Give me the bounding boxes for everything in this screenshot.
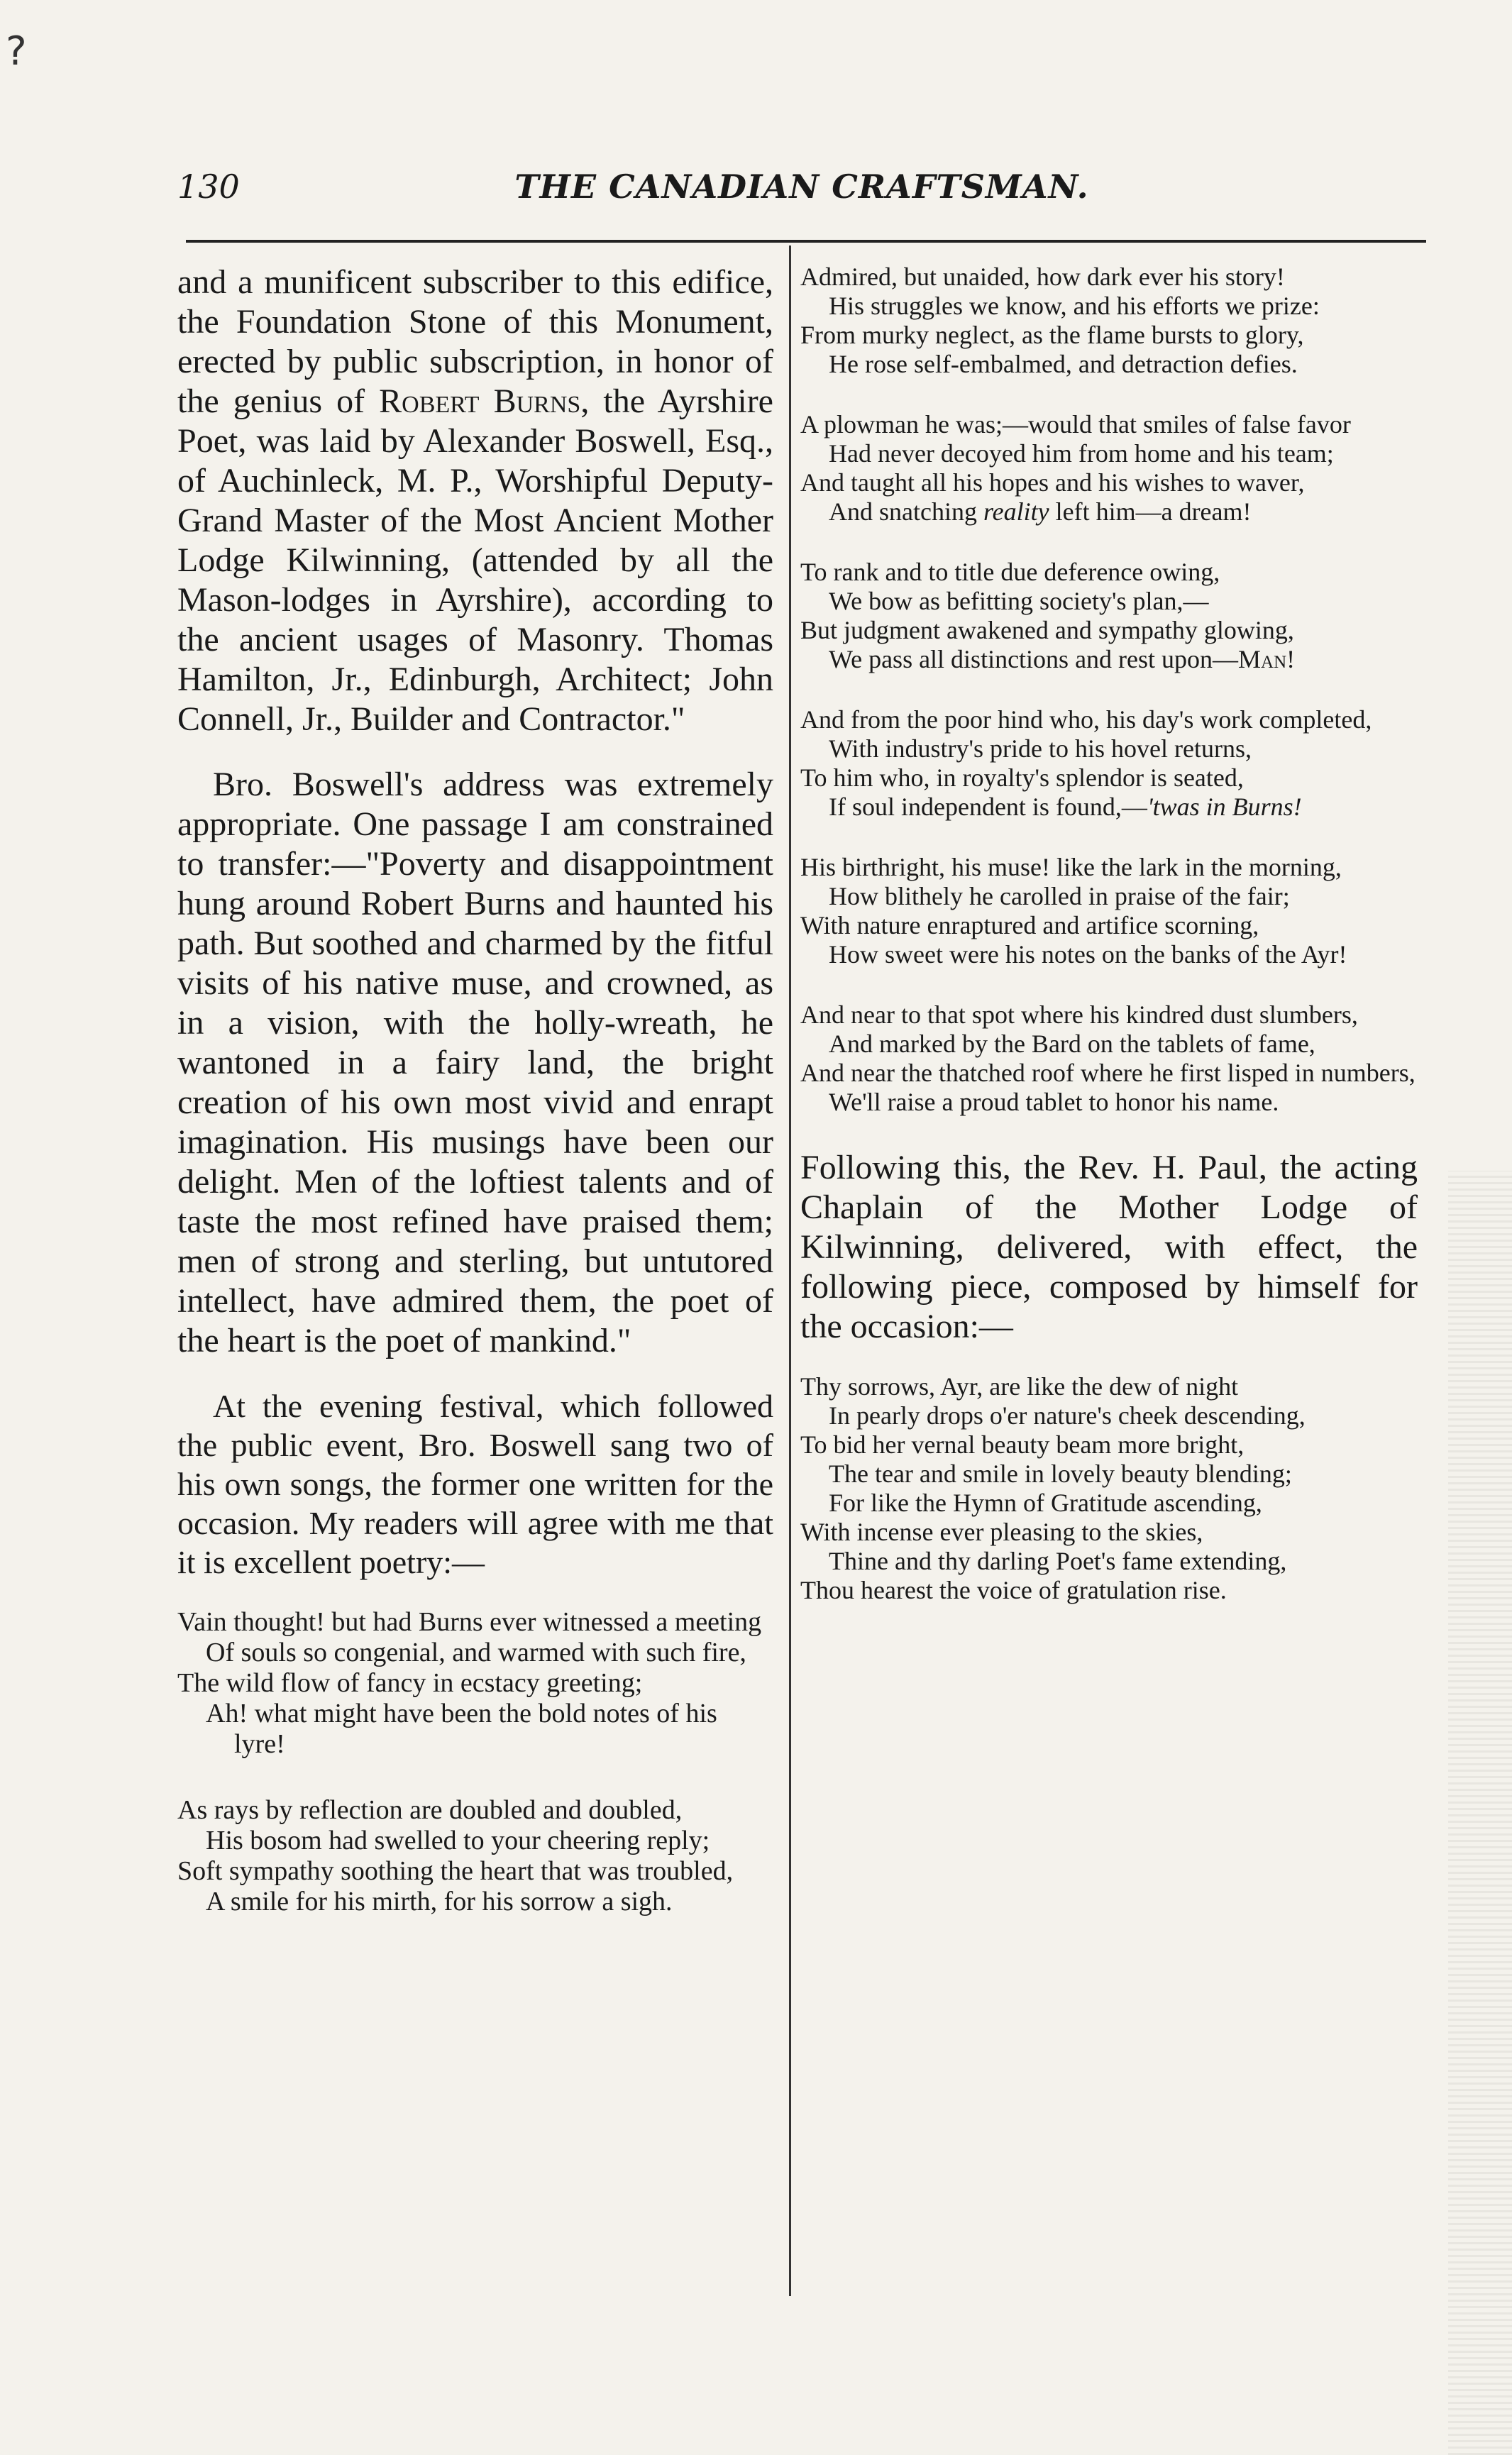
poem-line: For like the Hymn of Gratitude ascending, bbox=[829, 1489, 1262, 1517]
column-divider bbox=[789, 246, 791, 2296]
text-run: and a munificent subscriber to this edifice, the Foundation Stone of this Monument, erected by public subscription, in honor of the genius of bbox=[177, 263, 773, 420]
text-run: left him—a dream! bbox=[1049, 497, 1252, 526]
poem-line: And taught all his hopes and his wishes to waver, bbox=[800, 468, 1305, 497]
scan-edge-texture bbox=[1448, 1171, 1512, 2455]
poem-line: With nature enraptured and artifice scorning, bbox=[800, 911, 1259, 939]
poem-line: Soft sympathy soothing the heart that was troubled, bbox=[177, 1856, 734, 1886]
poem-line: His struggles we know, and his efforts we prize: bbox=[829, 292, 1320, 320]
poem-line: To him who, in royalty's splendor is seated, bbox=[800, 763, 1244, 792]
poem-line: Thy sorrows, Ayr, are like the dew of night bbox=[800, 1372, 1239, 1401]
text-run: If soul independent is found,— bbox=[829, 793, 1147, 821]
poem-rev-paul bbox=[800, 1372, 1418, 1605]
running-title: THE CANADIAN CRAFTSMAN. bbox=[514, 167, 1089, 206]
paragraph-boswell-address: Bro. Boswell's address was extremely appropriate. One passage I am constrained to transfer:—"Poverty and disappointment hung around Robert Burns and haunted his path. But soothed and charmed by the fitful visits of his native muse, and crowned, as in a vision, with the holly-wreath, he wantoned in a fairy land, the bright creation of his own most vivid and enrapt imagination. His musings have been our delight. Men of the loftiest talents and of taste the most refined have praised them; men of strong and sterling, but untutored intellect, have admired them, the poet of the heart is the poet of mankind." bbox=[177, 766, 773, 1359]
stanza bbox=[177, 1795, 773, 1917]
poem-line: The wild flow of fancy in ecstacy greeting; bbox=[177, 1668, 643, 1698]
poem-line: Vain thought! but had Burns ever witnessed a meeting bbox=[177, 1607, 762, 1637]
poem-line: A plowman he was;—would that smiles of false favor bbox=[800, 410, 1351, 438]
text-run: We pass all distinctions and rest upon— bbox=[829, 645, 1239, 673]
text-run: And snatching bbox=[829, 497, 983, 526]
poem-line: His bosom had swelled to your cheering reply; bbox=[206, 1826, 710, 1855]
page-number: 130 bbox=[177, 167, 240, 206]
paragraph-evening-festival: At the evening festival, which followed the public event, Bro. Boswell sang two of his own songs, the former one written for the occasion. My readers will agree with me that it is excellent poetry:— bbox=[177, 1388, 773, 1580]
poem-line: Admired, but unaided, how dark ever his story! bbox=[800, 263, 1285, 291]
stanza bbox=[177, 1607, 773, 1760]
poem-line: With incense ever pleasing to the skies, bbox=[800, 1518, 1203, 1546]
poem-line bbox=[829, 645, 1418, 674]
poem-line: As rays by reflection are doubled and doubled, bbox=[177, 1795, 683, 1825]
emphasis-twas-in-burns: 'twas in Burns! bbox=[1147, 793, 1302, 821]
poem-line: We bow as befitting society's plan,— bbox=[829, 587, 1209, 615]
poem-line: But judgment awakened and sympathy glowing, bbox=[800, 616, 1294, 644]
paragraph-rev-paul: Following this, the Rev. H. Paul, the acting Chaplain of the Mother Lodge of Kilwinning, delivered, with effect, the following piece, composed by himself for the occasion:— bbox=[800, 1149, 1418, 1345]
poem-line: To bid her vernal beauty beam more bright, bbox=[800, 1430, 1245, 1459]
name-robert-burns: Robert Burns bbox=[379, 382, 581, 420]
stanza bbox=[800, 1000, 1418, 1117]
poem-line: How sweet were his notes on the banks of the Ayr! bbox=[829, 940, 1347, 969]
poem-line: And near the thatched roof where he first lisped in numbers, bbox=[800, 1059, 1416, 1087]
poem-line: And from the poor hind who, his day's work completed, bbox=[800, 705, 1372, 734]
poem-line: His birthright, his muse! like the lark in the morning, bbox=[800, 853, 1342, 881]
stanza bbox=[800, 1372, 1418, 1605]
poem-line bbox=[829, 497, 1418, 526]
poem-line: The tear and smile in lovely beauty blending; bbox=[829, 1460, 1292, 1488]
right-column bbox=[800, 263, 1418, 2320]
poem-line: He rose self-embalmed, and detraction defies. bbox=[829, 350, 1298, 378]
poem-line: In pearly drops o'er nature's cheek descending, bbox=[829, 1401, 1306, 1430]
text-run: , the Ayrshire Poet, was laid by Alexander Boswell, Esq., of Auchinleck, M. P., Worshipful Deputy-Grand Master of the Most Ancient Mother Lodge Kilwinning, (attended by all the Mason-lodges in Ayrshire), according to the ancient usages of Masonry. Thomas Hamilton, Jr., Edinburgh, Architect; John Connell, Jr., Builder and Contractor." bbox=[177, 382, 773, 738]
text-run: ! bbox=[1286, 645, 1296, 673]
small-caps-man: Man bbox=[1238, 645, 1287, 673]
poem-line: With industry's pride to his hovel returns, bbox=[829, 734, 1252, 763]
poem-line: Of souls so congenial, and warmed with such fire, bbox=[206, 1638, 746, 1667]
poem-line: Thine and thy darling Poet's fame extending, bbox=[829, 1547, 1287, 1575]
left-column bbox=[177, 263, 773, 2313]
poem-boswell-song-continued bbox=[800, 263, 1418, 1117]
poem-line: How blithely he carolled in praise of the fair; bbox=[829, 882, 1290, 910]
emphasis-reality: reality bbox=[983, 497, 1049, 526]
poem-line: Thou hearest the voice of gratulation rise. bbox=[800, 1576, 1227, 1604]
poem-line: Ah! what might have been the bold notes of his lyre! bbox=[206, 1699, 717, 1759]
poem-line: Had never decoyed him from home and his team; bbox=[829, 439, 1334, 468]
poem-line bbox=[829, 793, 1418, 822]
poem-line: And near to that spot where his kindred dust slumbers, bbox=[800, 1000, 1358, 1029]
stanza bbox=[800, 705, 1418, 822]
poem-line: We'll raise a proud tablet to honor his name. bbox=[829, 1088, 1279, 1116]
poem-line: To rank and to title due deference owing, bbox=[800, 558, 1220, 586]
stanza bbox=[800, 558, 1418, 674]
stanza bbox=[800, 410, 1418, 526]
stanza bbox=[800, 263, 1418, 379]
corner-mark: ? bbox=[6, 28, 27, 75]
poem-boswell-song bbox=[177, 1607, 773, 1917]
header-rule bbox=[186, 240, 1426, 243]
poem-line: From murky neglect, as the flame bursts to glory, bbox=[800, 321, 1304, 349]
paragraph-foundation-stone bbox=[177, 263, 773, 739]
stanza bbox=[800, 853, 1418, 969]
poem-line: A smile for his mirth, for his sorrow a sigh. bbox=[206, 1887, 673, 1916]
poem-line: And marked by the Bard on the tablets of fame, bbox=[829, 1030, 1315, 1058]
page-header bbox=[177, 167, 1426, 224]
